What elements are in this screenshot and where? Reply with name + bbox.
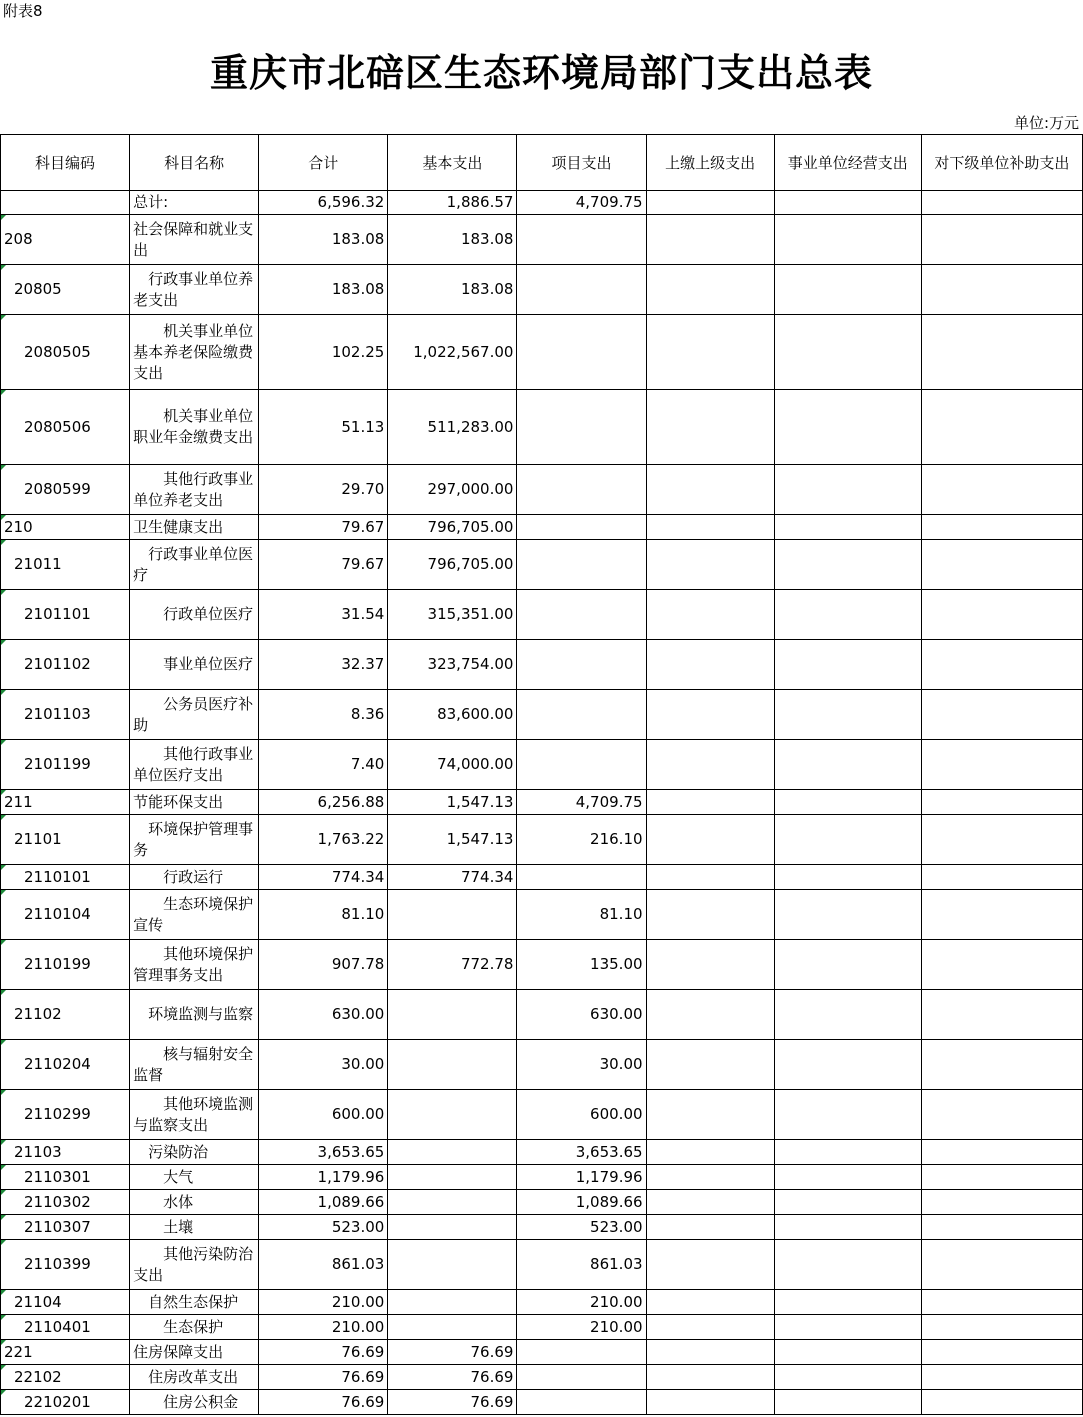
table-row xyxy=(1,1140,1083,1165)
cell-basic: 83,600.00 xyxy=(388,690,517,740)
cell-project xyxy=(517,640,646,690)
cell-project: 216.10 xyxy=(517,815,646,865)
cell-basic xyxy=(388,1165,517,1190)
header-row xyxy=(1,135,1083,191)
cell-upper xyxy=(646,1215,774,1240)
cell-subsidy xyxy=(921,1040,1082,1090)
cell-name: 行政运行 xyxy=(130,865,259,890)
cell-subsidy xyxy=(921,1190,1082,1215)
cell-code: 2110307 xyxy=(1,1215,130,1240)
cell-project: 600.00 xyxy=(517,1090,646,1140)
cell-business xyxy=(774,1340,921,1365)
cell-basic: 76.69 xyxy=(388,1365,517,1390)
cell-total: 7.40 xyxy=(259,740,388,790)
table-row xyxy=(1,1040,1083,1090)
cell-upper xyxy=(646,191,774,215)
cell-basic xyxy=(388,1140,517,1165)
cell-code: 2110204 xyxy=(1,1040,130,1090)
cell-upper xyxy=(646,1290,774,1315)
cell-code: 2110401 xyxy=(1,1315,130,1340)
cell-total: 861.03 xyxy=(259,1240,388,1290)
cell-name: 大气 xyxy=(130,1165,259,1190)
cell-name: 卫生健康支出 xyxy=(130,515,259,540)
cell-subsidy xyxy=(921,191,1082,215)
cell-subsidy xyxy=(921,1290,1082,1315)
cell-upper xyxy=(646,1090,774,1140)
cell-basic xyxy=(388,1040,517,1090)
cell-subsidy xyxy=(921,515,1082,540)
cell-basic: 183.08 xyxy=(388,215,517,265)
table-row xyxy=(1,640,1083,690)
cell-upper xyxy=(646,990,774,1040)
cell-subsidy xyxy=(921,215,1082,265)
cell-subsidy xyxy=(921,890,1082,940)
cell-business xyxy=(774,465,921,515)
cell-total: 1,179.96 xyxy=(259,1165,388,1190)
cell-total: 76.69 xyxy=(259,1365,388,1390)
cell-subsidy xyxy=(921,1365,1082,1390)
table-row xyxy=(1,815,1083,865)
cell-total: 29.70 xyxy=(259,465,388,515)
cell-upper xyxy=(646,640,774,690)
header-subsidy: 对下级单位补助支出 xyxy=(921,135,1082,191)
cell-code: 2101101 xyxy=(1,590,130,640)
cell-total: 907.78 xyxy=(259,940,388,990)
cell-total: 31.54 xyxy=(259,590,388,640)
cell-basic xyxy=(388,990,517,1040)
cell-business xyxy=(774,890,921,940)
cell-upper xyxy=(646,590,774,640)
table-row xyxy=(1,690,1083,740)
table-row xyxy=(1,990,1083,1040)
cell-code: 2110299 xyxy=(1,1090,130,1140)
cell-total: 1,089.66 xyxy=(259,1190,388,1215)
cell-project xyxy=(517,865,646,890)
cell-upper xyxy=(646,265,774,315)
cell-upper xyxy=(646,1190,774,1215)
cell-basic: 1,547.13 xyxy=(388,815,517,865)
cell-basic: 76.69 xyxy=(388,1340,517,1365)
cell-name: 水体 xyxy=(130,1190,259,1215)
cell-total: 630.00 xyxy=(259,990,388,1040)
cell-subsidy xyxy=(921,465,1082,515)
cell-code: 20805 xyxy=(1,265,130,315)
table-row xyxy=(1,1315,1083,1340)
cell-upper xyxy=(646,790,774,815)
cell-name: 机关事业单位基本养老保险缴费支出 xyxy=(130,315,259,390)
cell-subsidy xyxy=(921,815,1082,865)
cell-total: 51.13 xyxy=(259,390,388,465)
cell-name: 其他污染防治支出 xyxy=(130,1240,259,1290)
cell-total: 79.67 xyxy=(259,540,388,590)
cell-code: 21104 xyxy=(1,1290,130,1315)
header-basic: 基本支出 xyxy=(388,135,517,191)
cell-basic: 1,547.13 xyxy=(388,790,517,815)
cell-subsidy xyxy=(921,1240,1082,1290)
cell-business xyxy=(774,990,921,1040)
cell-upper xyxy=(646,865,774,890)
cell-project: 630.00 xyxy=(517,990,646,1040)
cell-total: 6,256.88 xyxy=(259,790,388,815)
cell-subsidy xyxy=(921,315,1082,390)
header-total: 合计 xyxy=(259,135,388,191)
cell-code: 22102 xyxy=(1,1365,130,1390)
cell-name: 社会保障和就业支出 xyxy=(130,215,259,265)
cell-name: 自然生态保护 xyxy=(130,1290,259,1315)
cell-total: 81.10 xyxy=(259,890,388,940)
cell-total: 3,653.65 xyxy=(259,1140,388,1165)
table-row xyxy=(1,215,1083,265)
cell-basic: 1,886.57 xyxy=(388,191,517,215)
cell-upper xyxy=(646,940,774,990)
cell-project xyxy=(517,215,646,265)
cell-business xyxy=(774,1165,921,1190)
cell-code: 21102 xyxy=(1,990,130,1040)
cell-subsidy xyxy=(921,1140,1082,1165)
cell-upper xyxy=(646,1365,774,1390)
cell-total: 102.25 xyxy=(259,315,388,390)
table-row xyxy=(1,1390,1083,1415)
cell-subsidy xyxy=(921,1215,1082,1240)
cell-total: 32.37 xyxy=(259,640,388,690)
cell-project: 4,709.75 xyxy=(517,191,646,215)
cell-business xyxy=(774,940,921,990)
cell-upper xyxy=(646,1165,774,1190)
table-row xyxy=(1,265,1083,315)
cell-business xyxy=(774,865,921,890)
cell-upper xyxy=(646,465,774,515)
cell-business xyxy=(774,1140,921,1165)
cell-basic: 76.69 xyxy=(388,1390,517,1415)
cell-subsidy xyxy=(921,740,1082,790)
cell-subsidy xyxy=(921,390,1082,465)
cell-code: 2101199 xyxy=(1,740,130,790)
cell-code: 2080599 xyxy=(1,465,130,515)
cell-business xyxy=(774,1390,921,1415)
cell-basic: 796,705.00 xyxy=(388,515,517,540)
cell-upper xyxy=(646,1040,774,1090)
cell-basic xyxy=(388,1240,517,1290)
cell-project: 1,179.96 xyxy=(517,1165,646,1190)
cell-code: 2210201 xyxy=(1,1390,130,1415)
cell-total: 183.08 xyxy=(259,265,388,315)
table-row xyxy=(1,590,1083,640)
annex-label: 附表8 xyxy=(3,2,43,20)
cell-business xyxy=(774,515,921,540)
cell-upper xyxy=(646,690,774,740)
cell-project: 861.03 xyxy=(517,1240,646,1290)
cell-subsidy xyxy=(921,1315,1082,1340)
cell-basic xyxy=(388,1190,517,1215)
cell-project xyxy=(517,265,646,315)
cell-subsidy xyxy=(921,540,1082,590)
header-name: 科目名称 xyxy=(130,135,259,191)
cell-business xyxy=(774,640,921,690)
table-row xyxy=(1,1090,1083,1140)
cell-project xyxy=(517,390,646,465)
cell-basic: 315,351.00 xyxy=(388,590,517,640)
cell-project: 30.00 xyxy=(517,1040,646,1090)
cell-name: 其他环境监测与监察支出 xyxy=(130,1090,259,1140)
header-code: 科目编码 xyxy=(1,135,130,191)
table-row xyxy=(1,1190,1083,1215)
cell-subsidy xyxy=(921,1090,1082,1140)
cell-business xyxy=(774,1090,921,1140)
table-row xyxy=(1,1340,1083,1365)
table-row xyxy=(1,940,1083,990)
cell-code: 210 xyxy=(1,515,130,540)
cell-business xyxy=(774,590,921,640)
cell-project: 210.00 xyxy=(517,1315,646,1340)
cell-project: 3,653.65 xyxy=(517,1140,646,1165)
cell-upper xyxy=(646,1340,774,1365)
table-row xyxy=(1,191,1083,215)
cell-business xyxy=(774,1240,921,1290)
cell-project xyxy=(517,740,646,790)
cell-basic: 297,000.00 xyxy=(388,465,517,515)
cell-subsidy xyxy=(921,690,1082,740)
cell-basic xyxy=(388,1290,517,1315)
cell-basic: 323,754.00 xyxy=(388,640,517,690)
table-row xyxy=(1,465,1083,515)
cell-project: 210.00 xyxy=(517,1290,646,1315)
cell-code: 2110104 xyxy=(1,890,130,940)
cell-subsidy xyxy=(921,590,1082,640)
cell-code: 2110302 xyxy=(1,1190,130,1215)
table-row xyxy=(1,865,1083,890)
cell-project xyxy=(517,540,646,590)
cell-project xyxy=(517,465,646,515)
cell-project: 4,709.75 xyxy=(517,790,646,815)
cell-business xyxy=(774,1365,921,1390)
header-project: 项目支出 xyxy=(517,135,646,191)
table-row xyxy=(1,1240,1083,1290)
cell-subsidy xyxy=(921,265,1082,315)
cell-basic: 796,705.00 xyxy=(388,540,517,590)
cell-business xyxy=(774,191,921,215)
cell-business xyxy=(774,390,921,465)
cell-total: 210.00 xyxy=(259,1290,388,1315)
cell-project: 1,089.66 xyxy=(517,1190,646,1215)
unit-label: 单位:万元 xyxy=(1013,114,1079,132)
cell-business xyxy=(774,740,921,790)
cell-total: 8.36 xyxy=(259,690,388,740)
cell-code: 2110301 xyxy=(1,1165,130,1190)
cell-name: 机关事业单位职业年金缴费支出 xyxy=(130,390,259,465)
cell-code: 2110101 xyxy=(1,865,130,890)
cell-business xyxy=(774,790,921,815)
cell-name: 住房改革支出 xyxy=(130,1365,259,1390)
cell-business xyxy=(774,215,921,265)
cell-project: 81.10 xyxy=(517,890,646,940)
cell-basic: 1,022,567.00 xyxy=(388,315,517,390)
cell-name: 事业单位医疗 xyxy=(130,640,259,690)
cell-name: 节能环保支出 xyxy=(130,790,259,815)
cell-upper xyxy=(646,1390,774,1415)
cell-project xyxy=(517,590,646,640)
cell-upper xyxy=(646,390,774,465)
cell-basic xyxy=(388,1215,517,1240)
cell-name: 行政单位医疗 xyxy=(130,590,259,640)
cell-subsidy xyxy=(921,790,1082,815)
cell-business xyxy=(774,815,921,865)
cell-name: 核与辐射安全监督 xyxy=(130,1040,259,1090)
cell-code: 2101103 xyxy=(1,690,130,740)
cell-code: 2080505 xyxy=(1,315,130,390)
cell-name: 总计: xyxy=(130,191,259,215)
cell-upper xyxy=(646,815,774,865)
cell-business xyxy=(774,690,921,740)
cell-business xyxy=(774,1315,921,1340)
cell-project xyxy=(517,315,646,390)
cell-upper xyxy=(646,215,774,265)
cell-total: 600.00 xyxy=(259,1090,388,1140)
cell-business xyxy=(774,1190,921,1215)
cell-basic: 74,000.00 xyxy=(388,740,517,790)
cell-name: 行政事业单位养老支出 xyxy=(130,265,259,315)
cell-upper xyxy=(646,315,774,390)
cell-business xyxy=(774,540,921,590)
cell-subsidy xyxy=(921,640,1082,690)
cell-upper xyxy=(646,890,774,940)
cell-business xyxy=(774,1040,921,1090)
cell-project xyxy=(517,1365,646,1390)
cell-upper xyxy=(646,1240,774,1290)
cell-basic: 183.08 xyxy=(388,265,517,315)
cell-code: 2101102 xyxy=(1,640,130,690)
cell-total: 76.69 xyxy=(259,1390,388,1415)
cell-total: 30.00 xyxy=(259,1040,388,1090)
cell-name: 其他行政事业单位养老支出 xyxy=(130,465,259,515)
cell-name: 其他行政事业单位医疗支出 xyxy=(130,740,259,790)
cell-project xyxy=(517,515,646,540)
cell-name: 土壤 xyxy=(130,1215,259,1240)
cell-name: 其他环境保护管理事务支出 xyxy=(130,940,259,990)
cell-basic: 774.34 xyxy=(388,865,517,890)
table-row xyxy=(1,1165,1083,1190)
cell-name: 公务员医疗补助 xyxy=(130,690,259,740)
cell-name: 住房公积金 xyxy=(130,1390,259,1415)
cell-total: 774.34 xyxy=(259,865,388,890)
cell-business xyxy=(774,1290,921,1315)
cell-basic xyxy=(388,890,517,940)
cell-subsidy xyxy=(921,990,1082,1040)
cell-name: 环境保护管理事务 xyxy=(130,815,259,865)
header-business: 事业单位经营支出 xyxy=(774,135,921,191)
cell-code: 2080506 xyxy=(1,390,130,465)
cell-upper xyxy=(646,540,774,590)
cell-code: 21011 xyxy=(1,540,130,590)
cell-name: 污染防治 xyxy=(130,1140,259,1165)
cell-basic: 511,283.00 xyxy=(388,390,517,465)
cell-name: 环境监测与监察 xyxy=(130,990,259,1040)
table-row xyxy=(1,315,1083,390)
cell-basic xyxy=(388,1090,517,1140)
cell-business xyxy=(774,1215,921,1240)
cell-subsidy xyxy=(921,940,1082,990)
cell-total: 79.67 xyxy=(259,515,388,540)
table-row xyxy=(1,1215,1083,1240)
table-body xyxy=(1,191,1083,1415)
cell-project xyxy=(517,1340,646,1365)
table-row xyxy=(1,1365,1083,1390)
cell-total: 6,596.32 xyxy=(259,191,388,215)
table-row xyxy=(1,740,1083,790)
page-title: 重庆市北碚区生态环境局部门支出总表 xyxy=(209,50,873,95)
cell-upper xyxy=(646,515,774,540)
cell-total: 1,763.22 xyxy=(259,815,388,865)
cell-business xyxy=(774,315,921,390)
cell-subsidy xyxy=(921,1390,1082,1415)
cell-name: 生态环境保护宣传 xyxy=(130,890,259,940)
cell-project: 523.00 xyxy=(517,1215,646,1240)
cell-project xyxy=(517,690,646,740)
cell-code: 221 xyxy=(1,1340,130,1365)
cell-code: 2110399 xyxy=(1,1240,130,1290)
cell-code: 208 xyxy=(1,215,130,265)
header-upper: 上缴上级支出 xyxy=(646,135,774,191)
cell-subsidy xyxy=(921,1165,1082,1190)
table-row xyxy=(1,540,1083,590)
cell-code: 21101 xyxy=(1,815,130,865)
cell-total: 210.00 xyxy=(259,1315,388,1340)
cell-basic xyxy=(388,1315,517,1340)
cell-name: 行政事业单位医疗 xyxy=(130,540,259,590)
cell-code: 211 xyxy=(1,790,130,815)
cell-project: 135.00 xyxy=(517,940,646,990)
cell-subsidy xyxy=(921,865,1082,890)
table-row xyxy=(1,515,1083,540)
expenditure-table xyxy=(0,134,1083,1415)
table-row xyxy=(1,390,1083,465)
cell-basic: 772.78 xyxy=(388,940,517,990)
cell-name: 生态保护 xyxy=(130,1315,259,1340)
cell-name: 住房保障支出 xyxy=(130,1340,259,1365)
cell-code xyxy=(1,191,130,215)
cell-total: 523.00 xyxy=(259,1215,388,1240)
cell-code: 21103 xyxy=(1,1140,130,1165)
table-row xyxy=(1,790,1083,815)
cell-upper xyxy=(646,740,774,790)
cell-code: 2110199 xyxy=(1,940,130,990)
table-row xyxy=(1,890,1083,940)
cell-project xyxy=(517,1390,646,1415)
table-row xyxy=(1,1290,1083,1315)
cell-subsidy xyxy=(921,1340,1082,1365)
cell-upper xyxy=(646,1140,774,1165)
cell-upper xyxy=(646,1315,774,1340)
cell-total: 76.69 xyxy=(259,1340,388,1365)
cell-business xyxy=(774,265,921,315)
cell-total: 183.08 xyxy=(259,215,388,265)
